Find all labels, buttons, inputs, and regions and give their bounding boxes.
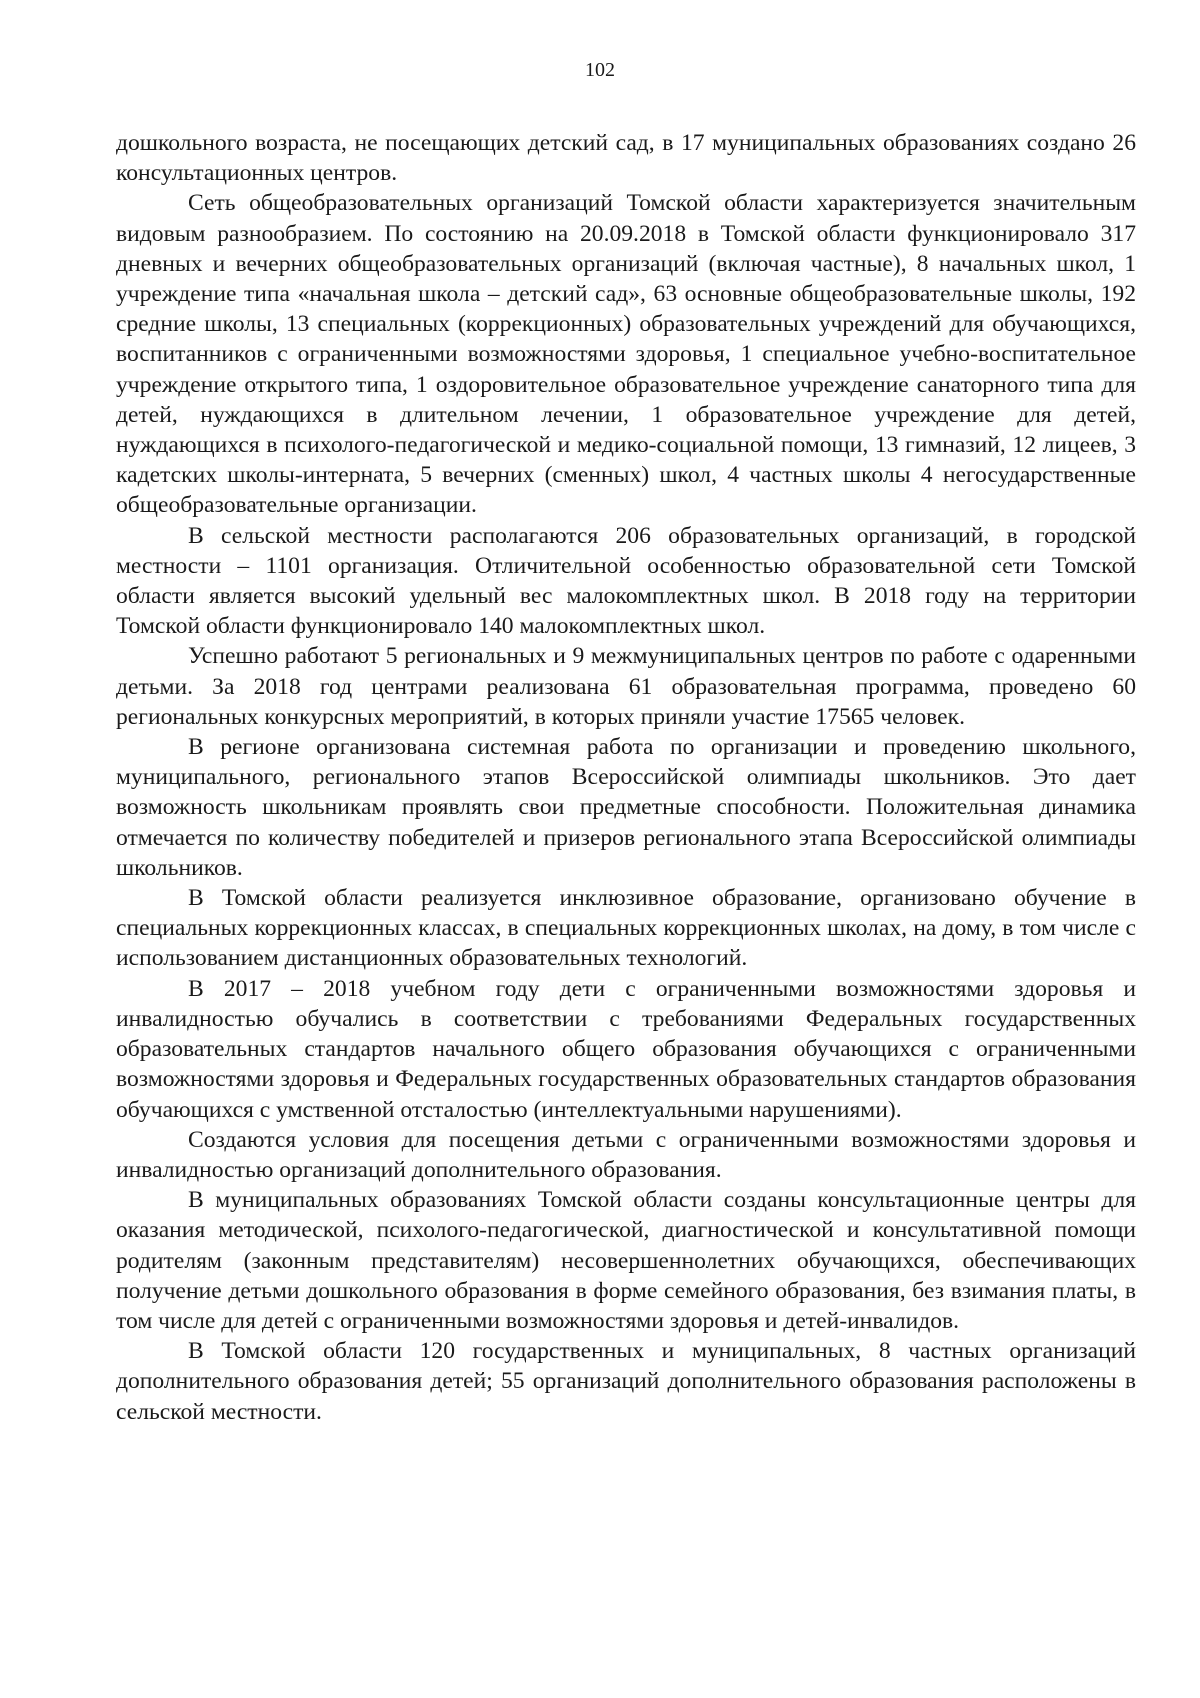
paragraph-school-network: Сеть общеобразовательных организаций Томской области характеризуется значительным видовым разнообразием. По состоянию на 20.09.2018 в Томской области функционировало 317 дневных и вечерних общеобразовательных организаций (включая частные), 8 начальных школ, 1 учреждение типа «начальная школа – детский сад», 63 основные общеобразовательные школы, 192 средние школы, 13 специальных (коррекционных) образовательных учреждений для обучающихся, воспитанников с ограниченными возможностями здоровья, 1 специальное учебно-воспитательное учреждение открытого типа, 1 оздоровительное образовательное учреждение санаторного типа для детей, нуждающихся в длительном лечении, 1 образовательное учреждение для детей, нуждающихся в психолого-педагогической и медико-социальной помощи, 13 гимназий, 12 лицеев, 3 кадетских школы-интерната, 5 вечерних (сменных) школ, 4 частных школы 4 негосударственные общеобразовательные организации.: [116, 190, 1136, 519]
paragraph-conditions: Создаются условия для посещения детьми с ограниченными возможностями здоровья и инвалидностью организаций дополнительного образования.: [116, 1126, 1136, 1183]
paragraph-additional-education: В Томской области 120 государственных и муниципальных, 8 частных организаций дополнительного образования детей; 55 организаций дополнительного образования расположены в сельской местности.: [116, 1338, 1136, 1425]
document-body: [116, 128, 1136, 1427]
paragraph-olympiad: В регионе организована системная работа по организации и проведению школьного, муниципального, регионального этапов Всероссийской олимпиады школьников. Это дает возможность школьникам проявлять свои предметные способности. Положительная динамика отмечается по количеству победителей и призеров регионального этапа Всероссийской олимпиады школьников.: [116, 734, 1136, 881]
paragraph-consulting-centers: В муниципальных образованиях Томской области созданы консультационные центры для оказания методической, психолого-педагогической, диагностической и консультативной помощи родителям (законным представителям) несовершеннолетних обучающихся, обеспечивающих получение детьми дошкольного образования в форме семейного образования, без взимания платы, в том числе для детей с ограниченными возможностями здоровья и детей-инвалидов.: [116, 1187, 1136, 1334]
paragraph-standards: В 2017 – 2018 учебном году дети с ограниченными возможностями здоровья и инвалидностью обучались в соответствии с требованиями Федеральных государственных образовательных стандартов начального общего образования обучающихся с ограниченными возможностями здоровья и Федеральных государственных образовательных стандартов образования обучающихся с умственной отсталостью (интеллектуальными нарушениями).: [116, 975, 1136, 1123]
paragraph-inclusive: В Томской области реализуется инклюзивное образование, организовано обучение в специальных коррекционных классах, в специальных коррекционных школах, на дому, в том числе с использованием дистанционных образовательных технологий.: [116, 885, 1136, 972]
paragraph-continued: дошкольного возраста, не посещающих детский сад, в 17 муниципальных образованиях создано 26 консультационных центров.: [116, 130, 1136, 187]
paragraph-gifted-centers: Успешно работают 5 региональных и 9 межмуниципальных центров по работе с одаренными детьми. За 2018 год центрами реализована 61 образовательная программа, проведено 60 региональных конкурсных мероприятий, в которых приняли участие 17565 человек.: [116, 643, 1136, 730]
paragraph-rural-urban: В сельской местности располагаются 206 образовательных организаций, в городской местности – 1101 организация. Отличительной особенностью образовательной сети Томской области является высокий удельный вес малокомплектных школ. В 2018 году на территории Томской области функционировало 140 малокомплектных школ.: [116, 522, 1136, 640]
page-number: 102: [585, 59, 615, 81]
